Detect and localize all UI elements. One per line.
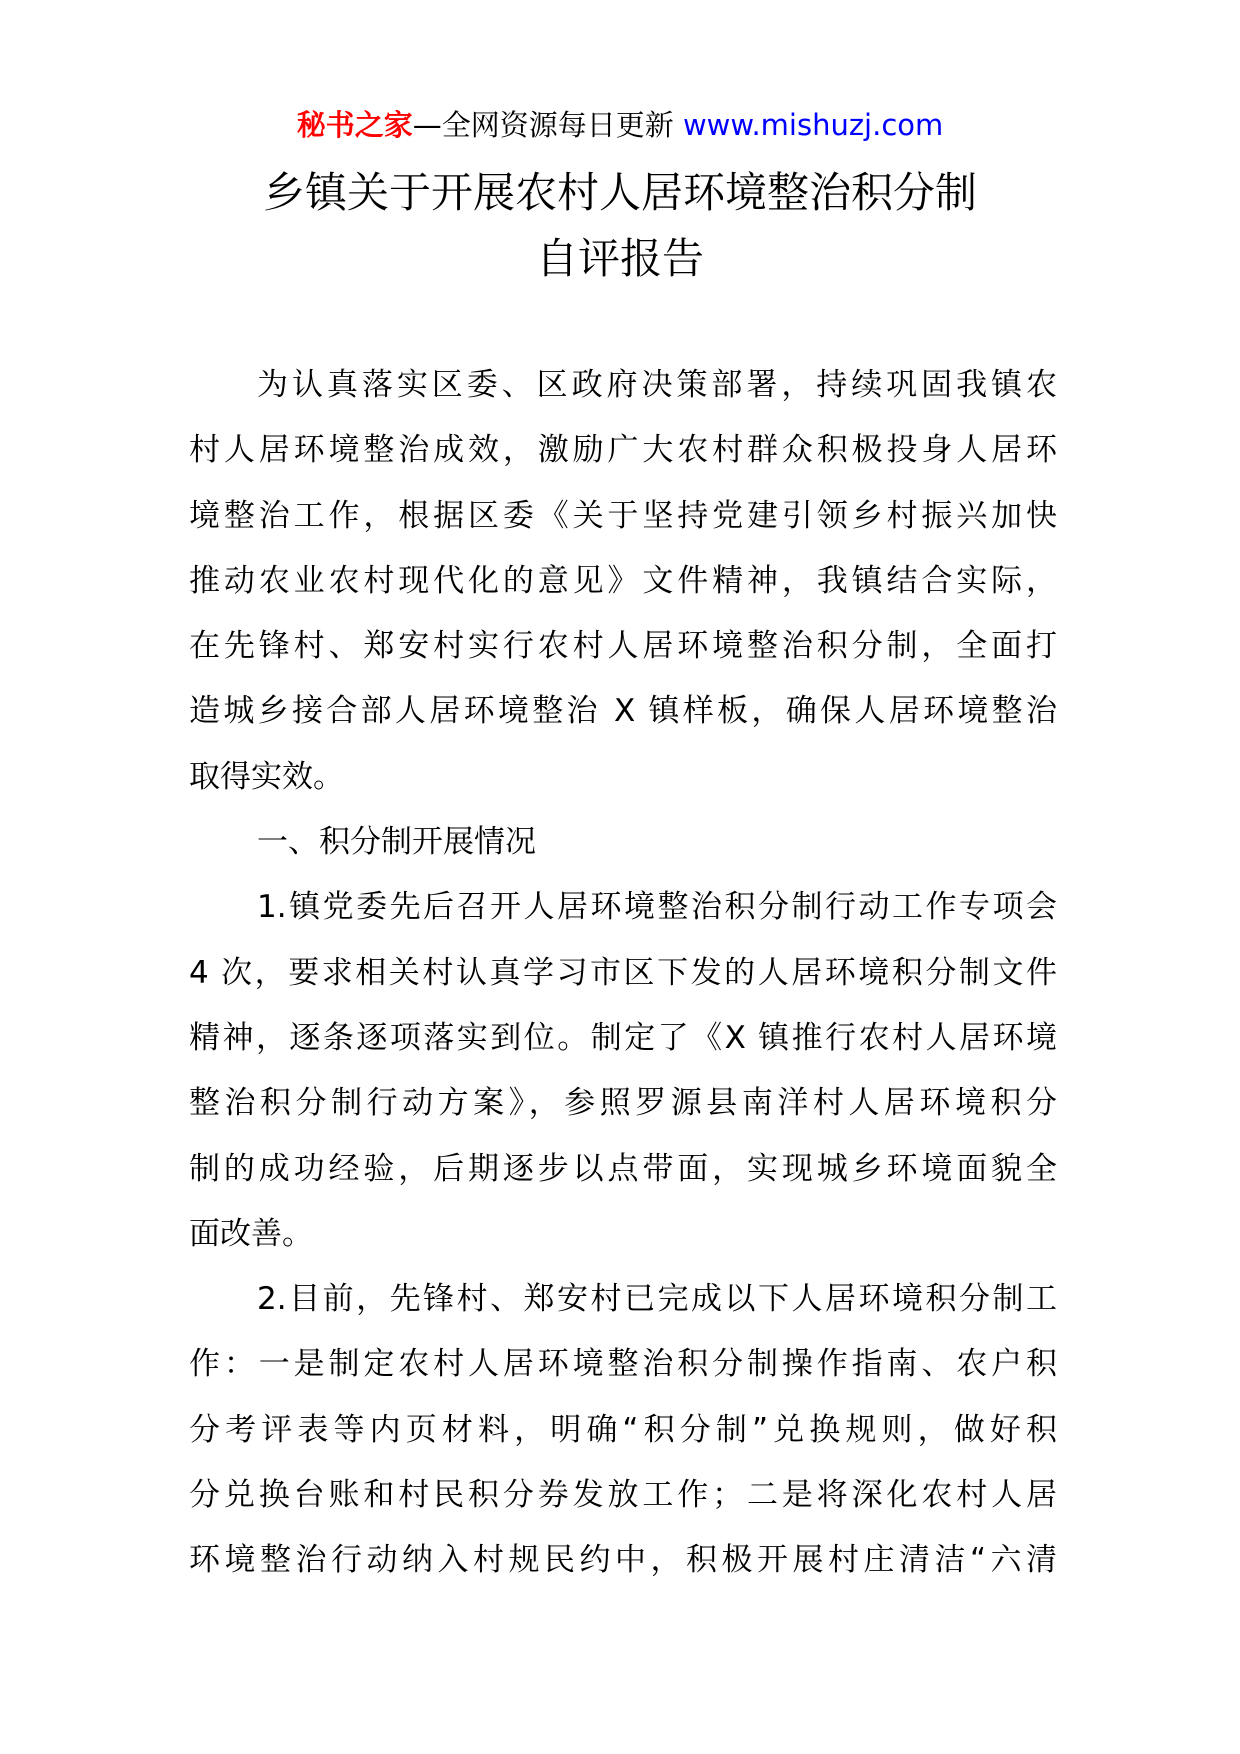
- body-text-line: 2.目前，先锋村、郑安村已完成以下人居环境积分制工: [257, 1281, 1057, 1318]
- document-title-line1: 乡镇关于开展农村人居环境整治积分制: [262, 168, 977, 217]
- site-header-banner: [0, 103, 1240, 144]
- brand-name: 秘书之家: [296, 108, 413, 142]
- body-text-line: 一、积分制开展情况: [257, 824, 536, 861]
- body-text-line: 村人居环境整治成效，激励广大农村群众积极投身人居环: [189, 432, 1057, 469]
- body-text-line: 作：一是制定农村人居环境整治积分制操作指南、农户积: [189, 1346, 1057, 1383]
- document-title-line2: 自评报告: [535, 234, 704, 283]
- body-text-line: 取得实效。: [189, 758, 344, 795]
- body-text-line: 精神，逐条逐项落实到位。制定了《X 镇推行农村人居环境: [189, 1019, 1057, 1056]
- body-text-line: 面改善。: [189, 1215, 313, 1252]
- body-text-line: 整治积分制行动方案》，参照罗源县南洋村人居环境积分: [189, 1085, 1057, 1122]
- site-url-link[interactable]: www.mishuzj.com: [682, 108, 944, 142]
- body-text-line: 在先锋村、郑安村实行农村人居环境整治积分制，全面打: [189, 628, 1057, 665]
- body-text-line: 推动农业农村现代化的意见》文件精神，我镇结合实际，: [189, 562, 1057, 599]
- body-text-line: 分兑换台账和村民积分券发放工作；二是将深化农村人居: [189, 1477, 1057, 1514]
- document-body: [189, 353, 1057, 1594]
- body-text-line: 为认真落实区委、区政府决策部署，持续巩固我镇农: [257, 367, 1057, 403]
- body-text-line: 1.镇党委先后召开人居环境整治积分制行动工作专项会: [257, 889, 1057, 926]
- body-text-line: 环境整治行动纳入村规民约中，积极开展村庄清洁“六清: [189, 1542, 1057, 1579]
- body-text-line: 制的成功经验，后期逐步以点带面，实现城乡环境面貌全: [189, 1150, 1057, 1187]
- body-text-line: 4 次，要求相关村认真学习市区下发的人居环境积分制文件: [189, 954, 1057, 991]
- header-slogan: —全网资源每日更新: [412, 108, 683, 142]
- body-text-line: 境整治工作，根据区委《关于坚持党建引领乡村振兴加快: [189, 497, 1057, 534]
- body-text-line: 造城乡接合部人居环境整治 X 镇样板，确保人居环境整治: [189, 693, 1057, 730]
- body-text-line: 分考评表等内页材料，明确“积分制”兑换规则，做好积: [189, 1411, 1057, 1448]
